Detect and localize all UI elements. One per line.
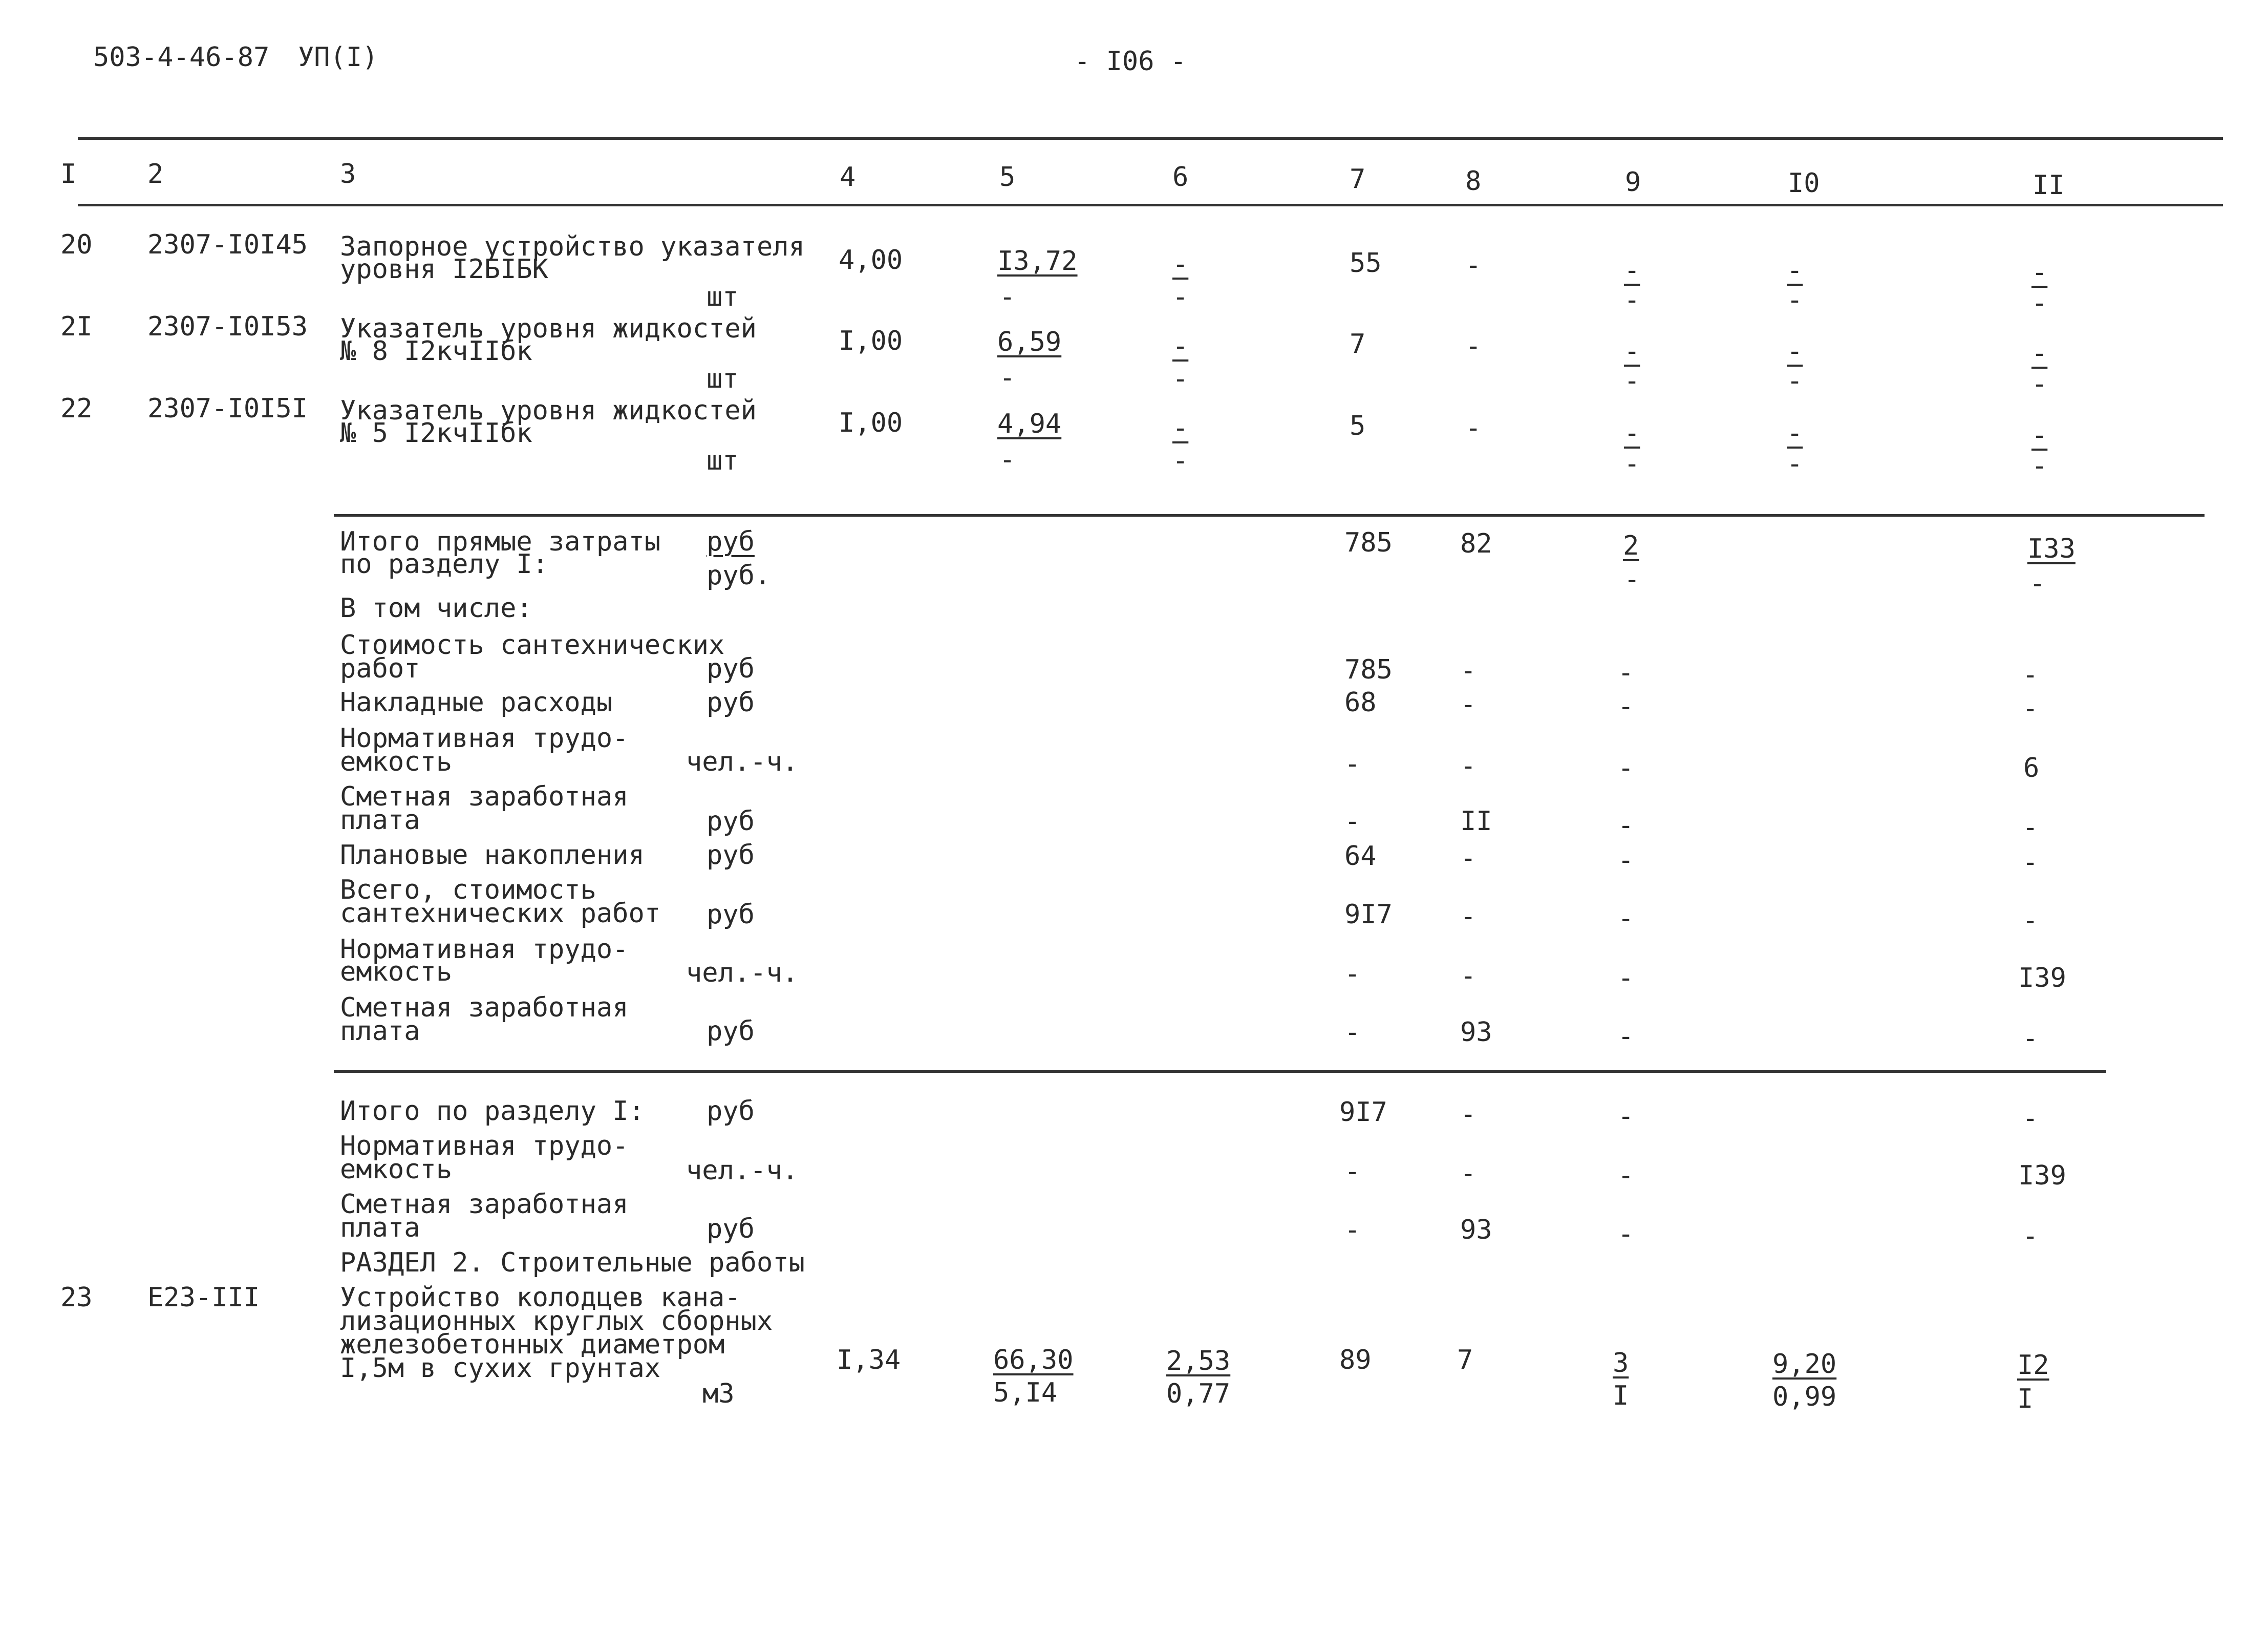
- item-total: 5: [1350, 411, 1366, 441]
- item-unit-price-wage: -: [999, 282, 1016, 312]
- breakdown-col9: -: [1618, 691, 1634, 722]
- total-col11: -: [2022, 1103, 2039, 1134]
- breakdown-unit: чел.-ч.: [686, 747, 799, 777]
- breakdown-col11: I39: [2018, 963, 2066, 993]
- breakdown-label-line: емкость: [340, 957, 453, 987]
- item-col10-top: -: [1787, 255, 1803, 286]
- item-col6-top: 2,53: [1166, 1346, 1231, 1376]
- item-number: 23: [60, 1282, 93, 1313]
- item-description-line: Указатель уровня жидкостей: [340, 313, 757, 344]
- item-unit-price-wage: -: [999, 363, 1016, 393]
- total-col8: 93: [1460, 1215, 1492, 1245]
- item-col8: -: [1465, 331, 1482, 362]
- summary-col9-top: 2: [1623, 531, 1639, 561]
- total-col8: -: [1460, 1158, 1477, 1189]
- summary-label-line: по разделу I:: [340, 549, 548, 580]
- item-total: 89: [1339, 1345, 1372, 1375]
- item-unit: шт: [707, 282, 739, 312]
- summary-col11-top: I33: [2027, 534, 2076, 564]
- page-number: - I06 -: [1074, 46, 1187, 77]
- col-header-5: 5: [999, 162, 1016, 193]
- item-col10-top: -: [1787, 336, 1803, 367]
- breakdown-col7: -: [1344, 806, 1361, 837]
- breakdown-col7: 9I7: [1344, 899, 1393, 930]
- item-col9-top: -: [1624, 418, 1640, 449]
- col-header-7: 7: [1350, 164, 1366, 195]
- item-total: 55: [1350, 248, 1382, 279]
- breakdown-label-line: Нормативная трудо-: [340, 934, 629, 965]
- col-header-6: 6: [1172, 162, 1189, 193]
- item-description-line: уровня I2БIБК: [340, 254, 548, 285]
- item-quantity: I,34: [837, 1345, 901, 1375]
- breakdown-col7: -: [1344, 749, 1361, 779]
- breakdown-col9: -: [1618, 810, 1634, 841]
- item-unit-price-wage: 5,I4: [993, 1377, 1058, 1408]
- album-label: УП(I): [298, 42, 378, 73]
- col-header-3: 3: [340, 159, 356, 189]
- col-header-11: II: [2032, 170, 2065, 201]
- breakdown-unit: чел.-ч.: [686, 958, 799, 988]
- breakdown-label-line: Всего, стоимость: [340, 875, 596, 905]
- item-unit: м3: [702, 1378, 735, 1409]
- header-bottom-rule: [78, 204, 2223, 206]
- breakdown-col11: -: [2022, 905, 2039, 936]
- breakdown-label-line: емкость: [340, 747, 453, 777]
- total-label-line: Итого по разделу I:: [340, 1096, 645, 1127]
- breakdown-col9: -: [1618, 1021, 1634, 1052]
- breakdown-unit: руб: [707, 840, 755, 871]
- total-unit: чел.-ч.: [686, 1155, 799, 1186]
- col-header-10: I0: [1788, 168, 1820, 199]
- section2-title: РАЗДЕЛ 2. Строительные работы: [340, 1247, 805, 1278]
- item-description-line: Указатель уровня жидкостей: [340, 395, 757, 426]
- item-unit-price-wage: -: [999, 444, 1016, 475]
- item-col9-bottom: -: [1624, 285, 1640, 315]
- col-header-9: 9: [1625, 167, 1641, 198]
- breakdown-col7: 785: [1344, 654, 1393, 685]
- item-description-line: железобетонных диаметром: [340, 1329, 725, 1360]
- breakdown-col7: 68: [1344, 687, 1377, 718]
- item-col9-top: 3: [1613, 1348, 1629, 1378]
- breakdown-unit: руб: [707, 806, 755, 837]
- item-col10-bottom: -: [1787, 285, 1803, 315]
- item-quantity: 4,00: [839, 245, 903, 275]
- item-unit: шт: [707, 364, 739, 394]
- breakdown-label-line: плата: [340, 1016, 420, 1047]
- col-header-1: I: [60, 159, 77, 189]
- item-col6-top: -: [1172, 331, 1189, 362]
- item-total: 7: [1350, 329, 1366, 359]
- breakdown-label-line: сантехнических работ: [340, 898, 661, 929]
- summary-label-line: Итого прямые затраты: [340, 526, 661, 557]
- breakdown-col8: 93: [1460, 1017, 1492, 1048]
- including-label: В том числе:: [340, 593, 532, 624]
- total-col11: -: [2022, 1221, 2039, 1252]
- item-col10-bottom: 0,99: [1772, 1382, 1837, 1412]
- col-header-2: 2: [147, 159, 164, 189]
- breakdown-col11: -: [2022, 693, 2039, 724]
- total-label-line: Нормативная трудо-: [340, 1131, 629, 1161]
- item-col11-top: -: [2031, 257, 2048, 288]
- total-col7: -: [1344, 1215, 1361, 1245]
- breakdown-label-line: Нормативная трудо-: [340, 723, 629, 754]
- summary1-rule: [334, 514, 2205, 517]
- item-code: 2307-I0I53: [147, 311, 308, 342]
- item-quantity: I,00: [839, 408, 903, 438]
- breakdown-col8: -: [1460, 901, 1477, 932]
- item-col6-bottom: 0,77: [1166, 1378, 1231, 1409]
- item-col9-bottom: I: [1613, 1381, 1629, 1411]
- item-unit: шт: [707, 446, 739, 476]
- item-col6-bottom: -: [1172, 282, 1189, 312]
- breakdown-label-line: плата: [340, 805, 420, 836]
- summary-col9-bottom: -: [1624, 564, 1640, 595]
- breakdown-col11: -: [2022, 847, 2039, 878]
- item-col10-top: -: [1787, 418, 1803, 449]
- total-unit: руб: [707, 1096, 755, 1127]
- item-code: 2307-I0I5I: [147, 393, 308, 424]
- item-col11-top: -: [2031, 338, 2048, 369]
- breakdown-col8: -: [1460, 961, 1477, 991]
- item-col9-bottom: -: [1624, 449, 1640, 479]
- breakdown-col9: -: [1618, 658, 1634, 688]
- breakdown-col7: -: [1344, 959, 1361, 989]
- item-unit-price: 6,59: [997, 327, 1062, 357]
- summary-unit-bottom: руб.: [707, 560, 771, 591]
- total-unit: руб: [707, 1214, 755, 1244]
- item-col6-bottom: -: [1172, 446, 1189, 476]
- total-col7: -: [1344, 1156, 1361, 1187]
- item-col11-bottom: -: [2031, 288, 2048, 319]
- total-col8: -: [1460, 1099, 1477, 1130]
- item-number: 20: [60, 229, 93, 260]
- item-col9-top: -: [1624, 255, 1640, 286]
- breakdown-col11: -: [2022, 1023, 2039, 1054]
- item-unit-price: 4,94: [997, 409, 1062, 439]
- total-label-line: плата: [340, 1213, 420, 1243]
- breakdown-label-line: Сметная заработная: [340, 781, 629, 812]
- total-col11: I39: [2018, 1160, 2066, 1191]
- breakdown-col9: -: [1618, 903, 1634, 934]
- item-col10-top: 9,20: [1772, 1349, 1837, 1380]
- item-col8: 7: [1457, 1345, 1473, 1375]
- breakdown-col9: -: [1618, 845, 1634, 876]
- breakdown-col8: -: [1460, 655, 1477, 686]
- item-col8: -: [1465, 413, 1482, 443]
- breakdown-label-line: работ: [340, 653, 420, 684]
- item-col9-top: -: [1624, 336, 1640, 367]
- item-col11-bottom: -: [2031, 369, 2048, 399]
- breakdown-col9: -: [1618, 963, 1634, 993]
- table-top-rule: [78, 137, 2223, 140]
- breakdown-unit: руб: [707, 687, 755, 718]
- item-col8: -: [1465, 250, 1482, 281]
- breakdown-label-line: Плановые накопления: [340, 840, 645, 871]
- item-description-line: I,5м в сухих грунтах: [340, 1353, 661, 1384]
- col-header-8: 8: [1465, 166, 1482, 197]
- breakdown-col8: II: [1460, 806, 1492, 837]
- breakdown-col11: -: [2022, 812, 2039, 843]
- item-col11-top: -: [2031, 420, 2048, 451]
- total-col7: 9I7: [1339, 1097, 1387, 1128]
- total-col9: -: [1618, 1219, 1634, 1249]
- total-col9: -: [1618, 1101, 1634, 1132]
- col-header-4: 4: [840, 162, 856, 193]
- item-number: 22: [60, 393, 93, 424]
- item-col10-bottom: -: [1787, 366, 1803, 396]
- item-col10-bottom: -: [1787, 449, 1803, 479]
- item-col11-bottom: -: [2031, 451, 2048, 481]
- item-description-line: лизационных круглых сборных: [340, 1306, 773, 1337]
- breakdown-unit: руб: [707, 1016, 755, 1047]
- item-description-line: Устройство колодцев кана-: [340, 1282, 741, 1313]
- breakdown-unit: руб: [707, 653, 755, 684]
- document-code: 503-4-46-87: [93, 42, 270, 73]
- total-col9: -: [1618, 1160, 1634, 1191]
- item-number: 2I: [60, 311, 93, 342]
- breakdown-col11: 6: [2023, 753, 2040, 783]
- summary-unit-top: руб: [707, 526, 755, 557]
- summary-col7: 785: [1344, 527, 1393, 558]
- item-col6-top: -: [1172, 413, 1189, 443]
- summary-col11-bottom: -: [2029, 568, 2046, 599]
- item-code: Е23-III: [147, 1282, 260, 1313]
- summary-col8: 82: [1460, 528, 1492, 559]
- item-code: 2307-I0I45: [147, 229, 308, 260]
- breakdown-col9: -: [1618, 753, 1634, 783]
- item-col6-bottom: -: [1172, 364, 1189, 394]
- item-description-line: № 8 I2кчIIбк: [340, 336, 532, 367]
- item-col6-top: -: [1172, 249, 1189, 280]
- breakdown-col8: -: [1460, 689, 1477, 720]
- breakdown-col7: -: [1344, 1017, 1361, 1048]
- breakdown-col8: -: [1460, 751, 1477, 781]
- item-unit-price: I3,72: [997, 246, 1078, 277]
- breakdown-label-line: Стоимость сантехнических: [340, 630, 725, 661]
- item-col11-top: I2: [2017, 1350, 2049, 1381]
- item-description-line: Запорное устройство указателя: [340, 231, 805, 262]
- breakdown-col11: -: [2022, 660, 2039, 690]
- breakdown-label-line: Сметная заработная: [340, 992, 629, 1023]
- item-col11-bottom: I: [2017, 1384, 2034, 1414]
- breakdown-col7: 64: [1344, 841, 1377, 872]
- item-quantity: I,00: [839, 326, 903, 356]
- total-label-line: емкость: [340, 1154, 453, 1185]
- breakdown-col8: -: [1460, 843, 1477, 874]
- breakdown-unit: руб: [707, 899, 755, 930]
- item-description-line: № 5 I2кчIIбк: [340, 418, 532, 449]
- summary2-rule: [334, 1070, 2106, 1073]
- total-label-line: Сметная заработная: [340, 1189, 629, 1220]
- breakdown-label-line: Накладные расходы: [340, 687, 613, 718]
- item-unit-price: 66,30: [993, 1345, 1074, 1375]
- item-col9-bottom: -: [1624, 366, 1640, 396]
